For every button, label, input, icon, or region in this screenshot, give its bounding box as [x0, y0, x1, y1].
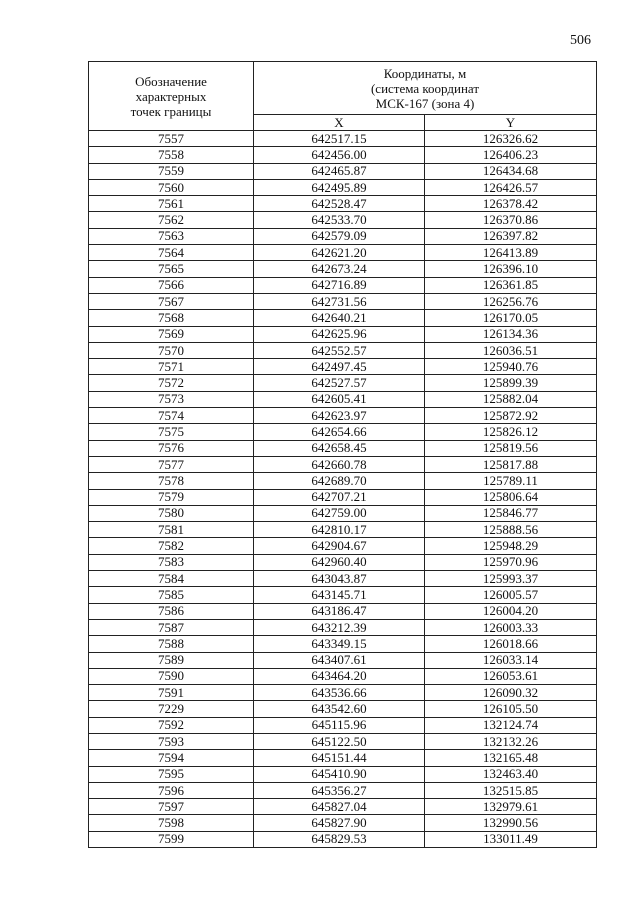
y-coordinate-cell: 125846.77 — [425, 505, 597, 521]
x-coordinate-cell: 643407.61 — [254, 652, 425, 668]
table-row — [89, 131, 597, 147]
table-row — [89, 359, 597, 375]
point-designation-cell: 7575 — [89, 424, 254, 440]
point-designation-cell: 7561 — [89, 196, 254, 212]
x-coordinate-cell: 645829.53 — [254, 831, 425, 847]
x-coordinate-cell: 642621.20 — [254, 245, 425, 261]
x-coordinate-cell: 643043.87 — [254, 571, 425, 587]
x-coordinate-cell: 643464.20 — [254, 668, 425, 684]
y-coordinate-cell: 126256.76 — [425, 293, 597, 309]
y-coordinate-cell: 126434.68 — [425, 163, 597, 179]
x-coordinate-cell: 642731.56 — [254, 293, 425, 309]
point-designation-cell: 7571 — [89, 359, 254, 375]
x-coordinate-cell: 642660.78 — [254, 456, 425, 472]
y-coordinate-cell: 125888.56 — [425, 522, 597, 538]
point-designation-cell: 7566 — [89, 277, 254, 293]
point-designation-cell: 7596 — [89, 782, 254, 798]
point-designation-cell: 7229 — [89, 701, 254, 717]
x-coordinate-cell: 642552.57 — [254, 342, 425, 358]
table-row — [89, 456, 597, 472]
y-coordinate-cell: 125817.88 — [425, 456, 597, 472]
point-designation-cell: 7573 — [89, 391, 254, 407]
y-column-header: Y — [425, 115, 597, 131]
point-designation-cell: 7562 — [89, 212, 254, 228]
x-coordinate-cell: 642528.47 — [254, 196, 425, 212]
table-row — [89, 391, 597, 407]
x-coordinate-cell: 643349.15 — [254, 636, 425, 652]
y-coordinate-cell: 125826.12 — [425, 424, 597, 440]
point-designation-cell: 7595 — [89, 766, 254, 782]
x-coordinate-cell: 642605.41 — [254, 391, 425, 407]
table-row — [89, 652, 597, 668]
point-designation-cell: 7572 — [89, 375, 254, 391]
x-coordinate-cell: 643145.71 — [254, 587, 425, 603]
table-row — [89, 619, 597, 635]
y-coordinate-cell: 126003.33 — [425, 619, 597, 635]
point-designation-cell: 7560 — [89, 179, 254, 195]
point-designation-cell: 7568 — [89, 310, 254, 326]
x-coordinate-cell: 642456.00 — [254, 147, 425, 163]
y-coordinate-cell: 132124.74 — [425, 717, 597, 733]
table-row — [89, 310, 597, 326]
table-row — [89, 228, 597, 244]
point-designation-cell: 7563 — [89, 228, 254, 244]
point-designation-cell: 7588 — [89, 636, 254, 652]
x-coordinate-cell: 645410.90 — [254, 766, 425, 782]
table-row — [89, 147, 597, 163]
coordinates-header-line: МСК-167 (зона 4) — [375, 95, 475, 111]
table-row — [89, 587, 597, 603]
x-coordinate-cell: 642654.66 — [254, 424, 425, 440]
y-coordinate-cell: 126370.86 — [425, 212, 597, 228]
point-designation-cell: 7558 — [89, 147, 254, 163]
table-row — [89, 571, 597, 587]
x-coordinate-cell: 642707.21 — [254, 489, 425, 505]
y-coordinate-cell: 125993.37 — [425, 571, 597, 587]
x-coordinate-cell: 642673.24 — [254, 261, 425, 277]
table-row — [89, 375, 597, 391]
y-coordinate-cell: 126036.51 — [425, 342, 597, 358]
point-designation-cell: 7581 — [89, 522, 254, 538]
y-coordinate-cell: 125819.56 — [425, 440, 597, 456]
point-designation-cell: 7565 — [89, 261, 254, 277]
y-coordinate-cell: 132132.26 — [425, 733, 597, 749]
y-coordinate-cell: 126170.05 — [425, 310, 597, 326]
table-row — [89, 179, 597, 195]
y-coordinate-cell: 125948.29 — [425, 538, 597, 554]
point-designation-cell: 7574 — [89, 408, 254, 424]
y-coordinate-cell: 126378.42 — [425, 196, 597, 212]
point-designation-cell: 7593 — [89, 733, 254, 749]
x-coordinate-cell: 645356.27 — [254, 782, 425, 798]
table-row — [89, 473, 597, 489]
table-row — [89, 522, 597, 538]
y-coordinate-cell: 126004.20 — [425, 603, 597, 619]
x-coordinate-cell: 643186.47 — [254, 603, 425, 619]
x-coordinate-cell: 642623.97 — [254, 408, 425, 424]
y-coordinate-cell: 133011.49 — [425, 831, 597, 847]
table-row — [89, 196, 597, 212]
point-designation-cell: 7579 — [89, 489, 254, 505]
coordinates-header-line: Координаты, м — [383, 65, 467, 81]
x-coordinate-cell: 642689.70 — [254, 473, 425, 489]
table-row — [89, 831, 597, 847]
x-coordinate-cell: 642495.89 — [254, 179, 425, 195]
y-coordinate-cell: 125789.11 — [425, 473, 597, 489]
x-coordinate-cell: 642533.70 — [254, 212, 425, 228]
x-coordinate-cell: 643542.60 — [254, 701, 425, 717]
table-row — [89, 408, 597, 424]
table-row — [89, 782, 597, 798]
point-designation-cell: 7564 — [89, 245, 254, 261]
point-designation-cell: 7592 — [89, 717, 254, 733]
table-body — [89, 131, 597, 848]
y-coordinate-cell: 125882.04 — [425, 391, 597, 407]
point-designation-cell: 7589 — [89, 652, 254, 668]
x-coordinate-cell: 642527.57 — [254, 375, 425, 391]
coordinates-table — [88, 61, 597, 848]
point-designation-cell: 7569 — [89, 326, 254, 342]
y-coordinate-cell: 126396.10 — [425, 261, 597, 277]
point-designation-cell: 7598 — [89, 815, 254, 831]
y-coordinate-cell: 132990.56 — [425, 815, 597, 831]
point-designation-cell: 7570 — [89, 342, 254, 358]
x-coordinate-cell: 642658.45 — [254, 440, 425, 456]
x-coordinate-cell: 642517.15 — [254, 131, 425, 147]
table-row — [89, 799, 597, 815]
x-coordinate-cell: 642716.89 — [254, 277, 425, 293]
y-coordinate-cell: 126134.36 — [425, 326, 597, 342]
point-designation-cell: 7590 — [89, 668, 254, 684]
point-designation-cell: 7585 — [89, 587, 254, 603]
x-coordinate-cell: 643212.39 — [254, 619, 425, 635]
table-row — [89, 212, 597, 228]
y-coordinate-cell: 126105.50 — [425, 701, 597, 717]
point-designation-cell: 7594 — [89, 750, 254, 766]
point-designation-cell: 7576 — [89, 440, 254, 456]
point-designation-cell: 7583 — [89, 554, 254, 570]
x-coordinate-cell: 645827.04 — [254, 799, 425, 815]
x-coordinate-cell: 645122.50 — [254, 733, 425, 749]
point-designation-cell: 7597 — [89, 799, 254, 815]
y-coordinate-cell: 126413.89 — [425, 245, 597, 261]
designation-header-line: точек границы — [130, 103, 212, 119]
y-coordinate-cell: 126018.66 — [425, 636, 597, 652]
coordinates-header-line: (система координат — [370, 80, 480, 96]
table-row — [89, 538, 597, 554]
point-designation-cell: 7567 — [89, 293, 254, 309]
table-row — [89, 750, 597, 766]
table-row — [89, 636, 597, 652]
x-coordinate-cell: 645827.90 — [254, 815, 425, 831]
x-coordinate-cell: 642625.96 — [254, 326, 425, 342]
point-designation-cell: 7584 — [89, 571, 254, 587]
point-designation-cell: 7557 — [89, 131, 254, 147]
table-row — [89, 603, 597, 619]
table-row — [89, 163, 597, 179]
y-coordinate-cell: 126326.62 — [425, 131, 597, 147]
table-row — [89, 766, 597, 782]
table-header — [89, 62, 597, 131]
point-designation-cell: 7580 — [89, 505, 254, 521]
table-row — [89, 261, 597, 277]
x-coordinate-cell: 645115.96 — [254, 717, 425, 733]
table-row — [89, 685, 597, 701]
x-coordinate-cell: 642960.40 — [254, 554, 425, 570]
x-coordinate-cell: 642640.21 — [254, 310, 425, 326]
table-row — [89, 717, 597, 733]
table-row — [89, 245, 597, 261]
x-coordinate-cell: 642465.87 — [254, 163, 425, 179]
designation-header-line: характерных — [135, 88, 207, 104]
y-coordinate-cell: 126090.32 — [425, 685, 597, 701]
x-coordinate-cell: 643536.66 — [254, 685, 425, 701]
point-designation-cell: 7586 — [89, 603, 254, 619]
y-coordinate-cell: 132463.40 — [425, 766, 597, 782]
y-coordinate-cell: 125899.39 — [425, 375, 597, 391]
point-designation-cell: 7578 — [89, 473, 254, 489]
x-coordinate-cell: 642810.17 — [254, 522, 425, 538]
table-row — [89, 668, 597, 684]
table-row — [89, 326, 597, 342]
table-row — [89, 701, 597, 717]
table-row — [89, 342, 597, 358]
point-designation-cell: 7591 — [89, 685, 254, 701]
x-coordinate-cell: 642497.45 — [254, 359, 425, 375]
y-coordinate-cell: 125970.96 — [425, 554, 597, 570]
y-coordinate-cell: 132165.48 — [425, 750, 597, 766]
x-coordinate-cell: 645151.44 — [254, 750, 425, 766]
y-coordinate-cell: 132515.85 — [425, 782, 597, 798]
point-designation-cell: 7599 — [89, 831, 254, 847]
table-row — [89, 489, 597, 505]
table-row — [89, 424, 597, 440]
y-coordinate-cell: 125872.92 — [425, 408, 597, 424]
x-column-header: X — [254, 115, 425, 131]
table-row — [89, 554, 597, 570]
y-coordinate-cell: 126426.57 — [425, 179, 597, 195]
point-designation-cell: 7559 — [89, 163, 254, 179]
table-row — [89, 733, 597, 749]
page-number: 506 — [570, 33, 591, 48]
x-coordinate-cell: 642759.00 — [254, 505, 425, 521]
designation-header — [89, 62, 254, 131]
y-coordinate-cell: 125806.64 — [425, 489, 597, 505]
designation-header-line: Обозначение — [135, 73, 207, 89]
table-row — [89, 293, 597, 309]
table-row — [89, 277, 597, 293]
x-coordinate-cell: 642579.09 — [254, 228, 425, 244]
y-coordinate-cell: 126406.23 — [425, 147, 597, 163]
y-coordinate-cell: 126053.61 — [425, 668, 597, 684]
x-coordinate-cell: 642904.67 — [254, 538, 425, 554]
point-designation-cell: 7582 — [89, 538, 254, 554]
table-row — [89, 505, 597, 521]
point-designation-cell: 7587 — [89, 619, 254, 635]
coordinates-header — [254, 62, 597, 115]
y-coordinate-cell: 126361.85 — [425, 277, 597, 293]
y-coordinate-cell: 126005.57 — [425, 587, 597, 603]
y-coordinate-cell: 125940.76 — [425, 359, 597, 375]
table-row — [89, 815, 597, 831]
y-coordinate-cell: 132979.61 — [425, 799, 597, 815]
point-designation-cell: 7577 — [89, 456, 254, 472]
y-coordinate-cell: 126033.14 — [425, 652, 597, 668]
table-row — [89, 440, 597, 456]
y-coordinate-cell: 126397.82 — [425, 228, 597, 244]
